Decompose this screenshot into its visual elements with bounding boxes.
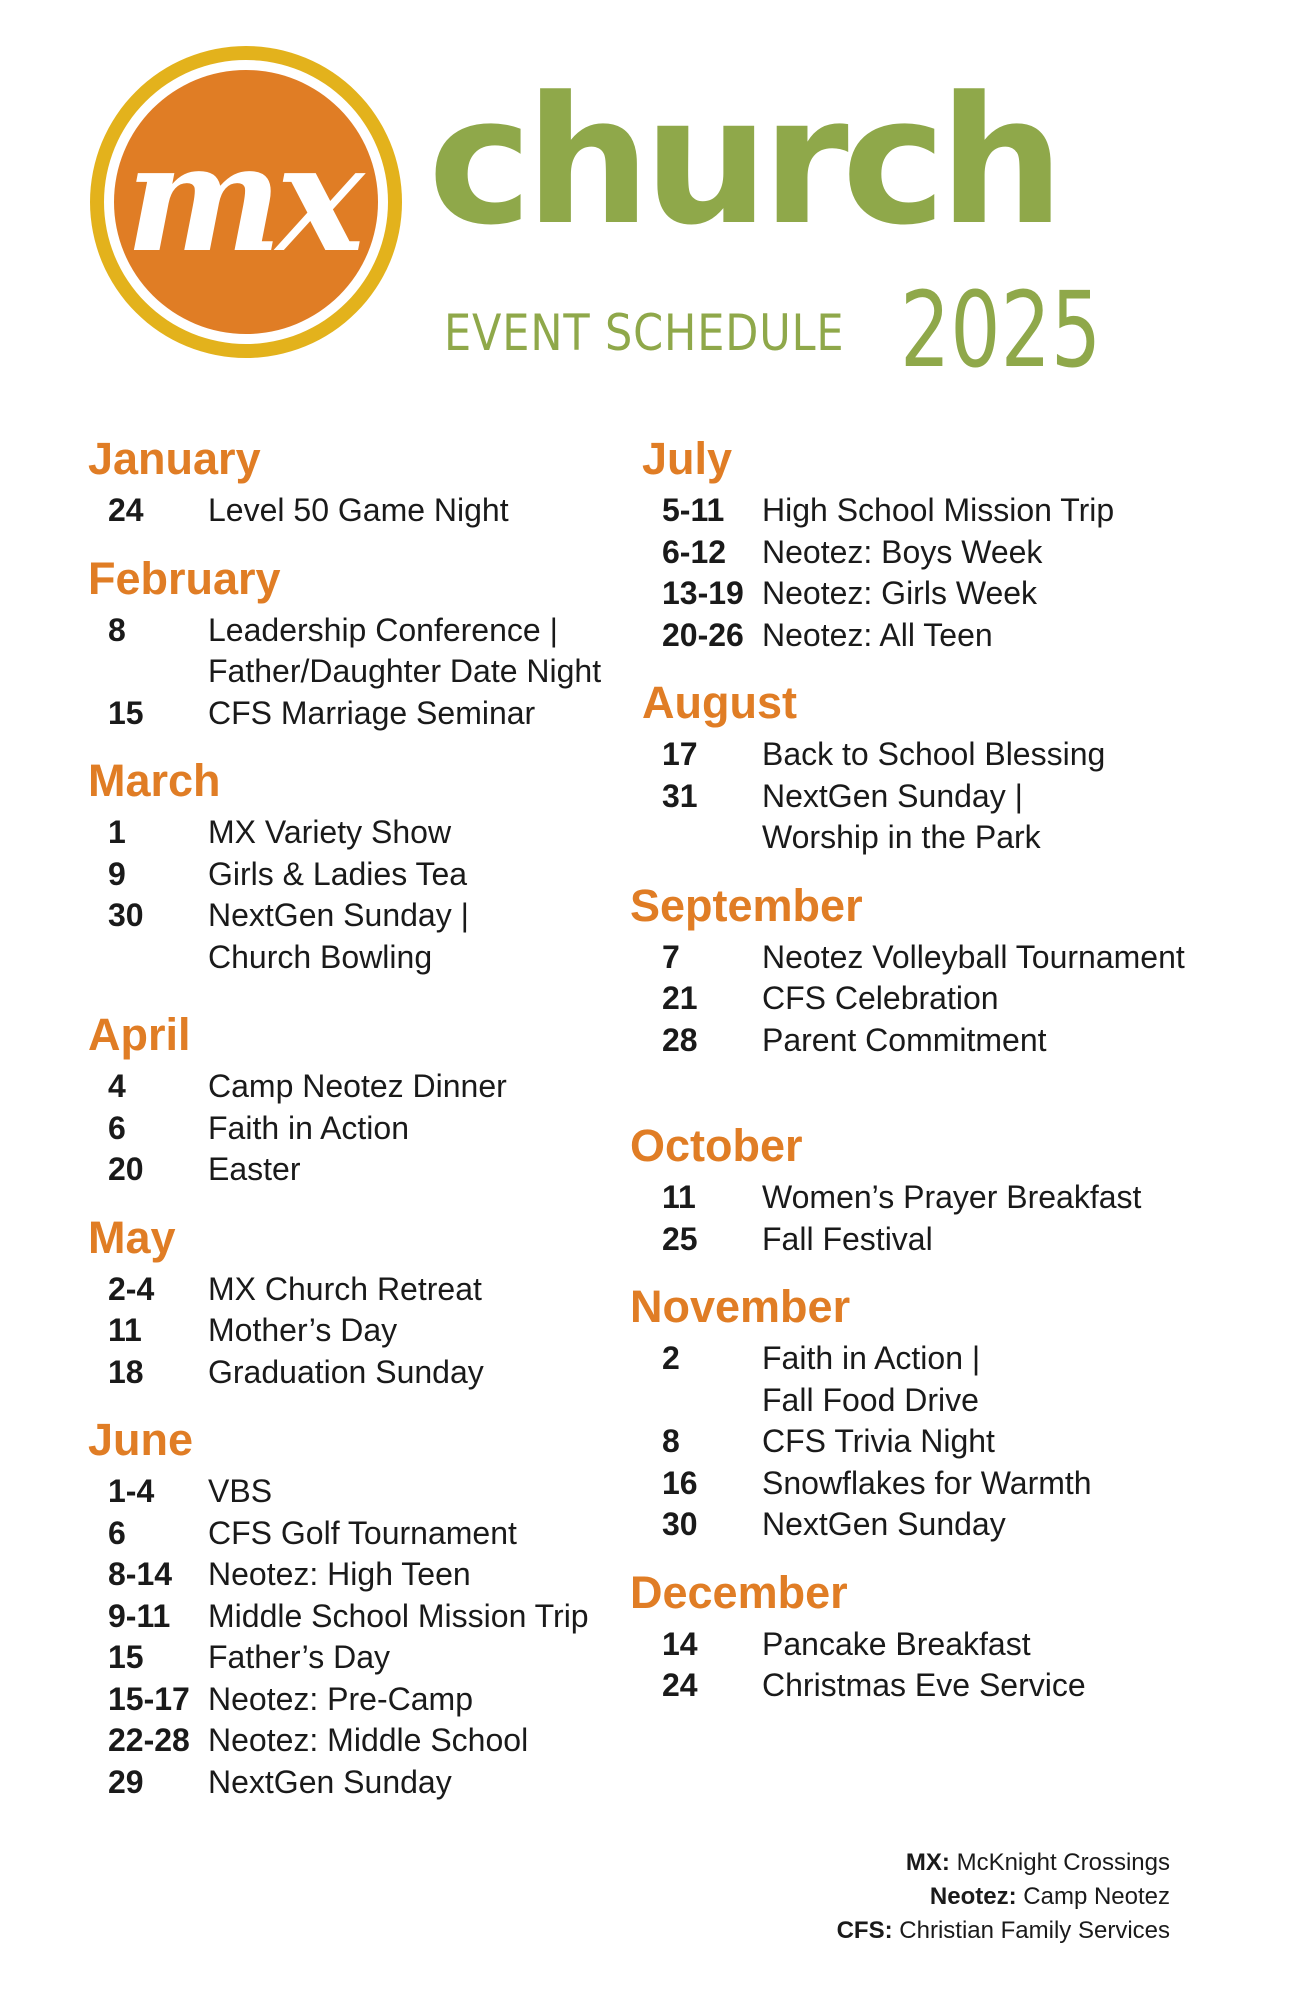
month-section <box>630 1566 1262 1707</box>
month-heading: December <box>630 1566 848 1618</box>
event-title <box>208 1637 390 1679</box>
legend-abbreviation: MX: <box>905 1849 950 1876</box>
event-row <box>88 610 648 693</box>
event-title <box>208 1762 452 1804</box>
event-row <box>88 854 648 896</box>
event-row <box>88 490 648 532</box>
event-row <box>88 1108 648 1150</box>
event-title-line: CFS Golf Tournament <box>208 1514 517 1551</box>
event-date: 5-11 <box>662 492 725 528</box>
event-title <box>208 693 535 735</box>
event-row <box>642 1338 1262 1421</box>
event-date: 11 <box>108 1312 142 1348</box>
event-row <box>88 1637 648 1679</box>
event-date: 28 <box>662 1021 698 1058</box>
event-title-line: Neotez: Middle School <box>208 1722 529 1758</box>
legend-abbreviation: CFS: <box>836 1917 893 1944</box>
event-row <box>88 1513 648 1555</box>
event-row <box>88 1596 648 1638</box>
event-row <box>642 937 1262 979</box>
event-title-line: Pancake Breakfast <box>762 1625 1031 1662</box>
event-date: 17 <box>662 736 698 772</box>
event-row <box>642 978 1262 1020</box>
event-title <box>208 1471 272 1513</box>
event-title-line: Women’s Prayer Breakfast <box>762 1179 1142 1215</box>
event-row <box>642 615 1262 657</box>
event-date: 22-28 <box>108 1722 190 1758</box>
month-heading: August <box>642 677 797 728</box>
legend-meaning: Christian Family Services <box>899 1917 1170 1944</box>
event-title-line: Back to School Blessing <box>762 736 1106 772</box>
event-date: 13-19 <box>662 575 744 611</box>
event-title-line: Mother’s Day <box>208 1312 398 1348</box>
event-title <box>762 1463 1092 1505</box>
event-row <box>88 1554 648 1596</box>
event-date: 2 <box>662 1340 680 1376</box>
event-title <box>762 776 1041 859</box>
event-date: 21 <box>662 980 698 1016</box>
event-title <box>208 1596 589 1638</box>
event-title <box>208 854 467 896</box>
event-title-line: CFS Trivia Night <box>762 1423 995 1459</box>
event-row <box>642 490 1262 532</box>
month-section <box>88 552 648 735</box>
mx-logo-icon <box>84 40 408 364</box>
event-date: 14 <box>662 1625 698 1662</box>
abbreviation-legend <box>837 1846 1170 1948</box>
month-heading: October <box>630 1120 803 1171</box>
event-row <box>88 1762 648 1804</box>
event-title <box>208 895 469 978</box>
event-title-line: MX Church Retreat <box>208 1270 482 1307</box>
month-heading: November <box>630 1281 851 1332</box>
event-date: 1 <box>108 814 126 850</box>
event-row <box>642 1463 1262 1505</box>
event-date: 18 <box>108 1353 144 1390</box>
event-title-line: Faith in Action <box>208 1109 409 1146</box>
event-date: 6 <box>108 1109 126 1146</box>
event-title <box>208 1310 397 1352</box>
event-title <box>208 1554 471 1596</box>
event-title <box>208 490 509 532</box>
event-title <box>762 1020 1047 1062</box>
event-row <box>88 1149 648 1191</box>
event-date: 1-4 <box>108 1473 155 1509</box>
event-row <box>88 1269 648 1311</box>
event-row <box>88 1720 648 1762</box>
event-title <box>208 1066 507 1108</box>
month-heading: January <box>88 433 261 484</box>
event-date: 7 <box>662 938 680 975</box>
event-date: 6 <box>108 1514 126 1551</box>
event-title <box>762 490 1114 532</box>
event-date: 20 <box>108 1151 144 1187</box>
event-row <box>88 1352 648 1394</box>
event-row <box>88 693 648 735</box>
event-date: 11 <box>662 1179 696 1215</box>
event-title <box>762 1665 1086 1707</box>
event-row <box>642 776 1262 859</box>
month-section <box>630 1280 1262 1546</box>
event-date: 16 <box>662 1464 698 1501</box>
event-title-line: Snowflakes for Warmth <box>762 1464 1092 1501</box>
event-row <box>642 1421 1262 1463</box>
event-title-line: Level 50 Game Night <box>208 492 509 528</box>
event-date: 25 <box>662 1220 698 1257</box>
event-date: 2-4 <box>108 1270 155 1307</box>
event-title-line: Neotez Volleyball Tournament <box>762 938 1185 975</box>
legend-abbreviation: Neotez: <box>929 1883 1017 1910</box>
month-section <box>642 432 1262 656</box>
event-title <box>208 1720 528 1762</box>
event-title <box>762 532 1042 574</box>
event-row <box>642 1020 1262 1062</box>
event-title-line: VBS <box>208 1473 273 1509</box>
event-date: 8 <box>108 611 126 648</box>
event-date: 31 <box>662 777 698 814</box>
event-date: 29 <box>108 1763 144 1800</box>
event-row <box>642 1665 1262 1707</box>
right-column <box>630 432 1262 1727</box>
event-row <box>642 1624 1262 1666</box>
month-section <box>630 1119 1262 1260</box>
event-date: 24 <box>108 492 144 528</box>
schedule-label: EVENT SCHEDULE <box>444 304 845 362</box>
month-section <box>88 1008 648 1191</box>
event-title-line: Middle School Mission Trip <box>208 1597 589 1634</box>
event-title-line: NextGen Sunday <box>762 1506 1006 1542</box>
legend-item <box>837 1846 1170 1880</box>
schedule-year: 2025 <box>900 269 1102 391</box>
event-title-line: Camp Neotez Dinner <box>208 1068 507 1104</box>
event-row <box>642 532 1262 574</box>
event-title <box>208 1513 517 1555</box>
legend-meaning: Camp Neotez <box>1023 1883 1170 1910</box>
event-title-line: NextGen Sunday | <box>762 777 1023 814</box>
month-heading: February <box>88 552 281 604</box>
event-title-line: Faith in Action | <box>762 1340 981 1376</box>
month-heading: September <box>630 879 863 931</box>
event-date: 9 <box>108 855 126 892</box>
event-row <box>642 734 1262 776</box>
event-title-line: Neotez: Girls Week <box>762 575 1038 611</box>
event-date: 8-14 <box>108 1556 173 1592</box>
month-section <box>630 879 1262 1062</box>
event-title <box>762 1421 995 1463</box>
event-date: 6-12 <box>662 533 727 570</box>
event-row <box>88 895 648 978</box>
event-row <box>642 1504 1262 1546</box>
event-row <box>642 1219 1262 1261</box>
event-title <box>762 1338 980 1421</box>
event-row <box>88 1066 648 1108</box>
event-title <box>762 978 999 1020</box>
event-title-line: Leadership Conference | <box>208 611 558 648</box>
event-title-line: Neotez: Pre-Camp <box>208 1680 473 1717</box>
event-date: 30 <box>108 897 144 933</box>
event-date: 8 <box>662 1423 680 1459</box>
event-date: 9-11 <box>108 1597 171 1634</box>
month-section <box>642 676 1262 859</box>
logo-text: mx <box>125 111 359 285</box>
event-title-line: MX Variety Show <box>208 814 452 850</box>
event-title <box>762 615 993 657</box>
event-title <box>762 1219 933 1261</box>
brand-name: church <box>428 59 1058 264</box>
event-title-line: Graduation Sunday <box>208 1353 484 1390</box>
left-column <box>88 432 648 1823</box>
event-date: 4 <box>108 1068 126 1104</box>
event-title-line: Fall Festival <box>762 1220 933 1257</box>
event-title-line: Father/Daughter Date Night <box>208 653 602 689</box>
event-title-line: Church Bowling <box>208 938 433 975</box>
event-title <box>208 1352 484 1394</box>
event-date: 20-26 <box>662 616 744 653</box>
event-title-line: Neotez: Boys Week <box>762 533 1043 570</box>
event-title-line: Worship in the Park <box>762 819 1041 855</box>
month-section <box>88 1211 648 1394</box>
event-date: 15-17 <box>108 1680 190 1717</box>
event-title-line: High School Mission Trip <box>762 492 1115 528</box>
event-title-line: Girls & Ladies Tea <box>208 855 468 892</box>
event-row <box>642 1177 1262 1219</box>
month-heading: May <box>88 1211 176 1263</box>
event-title <box>208 1149 300 1191</box>
event-title <box>762 1177 1141 1219</box>
event-title-line: Easter <box>208 1151 301 1187</box>
month-heading: June <box>88 1414 194 1465</box>
event-title-line: Christmas Eve Service <box>762 1667 1086 1703</box>
legend-item <box>837 1880 1170 1914</box>
event-title-line: NextGen Sunday | <box>208 897 469 933</box>
event-title <box>208 1108 409 1150</box>
event-title <box>208 610 601 693</box>
event-title <box>208 812 451 854</box>
event-title-line: Father’s Day <box>208 1639 390 1675</box>
month-heading: April <box>88 1009 191 1060</box>
month-heading: July <box>642 433 733 484</box>
header <box>0 0 1294 400</box>
event-title <box>762 573 1037 615</box>
event-row <box>642 573 1262 615</box>
event-title-line: NextGen Sunday <box>208 1763 452 1800</box>
event-date: 24 <box>662 1667 698 1703</box>
month-section <box>88 432 648 532</box>
event-title <box>762 734 1105 776</box>
month-section <box>88 1413 648 1803</box>
event-title <box>762 937 1185 979</box>
event-title-line: Parent Commitment <box>762 1021 1047 1058</box>
month-section <box>88 754 648 978</box>
event-title-line: CFS Marriage Seminar <box>208 694 536 731</box>
event-title <box>208 1679 473 1721</box>
event-title-line: CFS Celebration <box>762 980 999 1016</box>
event-row <box>88 1679 648 1721</box>
event-date: 30 <box>662 1506 698 1542</box>
event-date: 15 <box>108 1639 144 1675</box>
legend-meaning: McKnight Crossings <box>956 1849 1170 1876</box>
event-title <box>762 1504 1006 1546</box>
event-title-line: Neotez: All Teen <box>762 616 993 653</box>
legend-item <box>837 1914 1170 1948</box>
event-row <box>88 812 648 854</box>
event-row <box>88 1310 648 1352</box>
month-heading: March <box>88 755 221 806</box>
event-title <box>208 1269 482 1311</box>
event-row <box>88 1471 648 1513</box>
event-title-line: Fall Food Drive <box>762 1381 979 1418</box>
event-title <box>762 1624 1031 1666</box>
event-date: 15 <box>108 694 144 731</box>
event-title-line: Neotez: High Teen <box>208 1556 471 1592</box>
